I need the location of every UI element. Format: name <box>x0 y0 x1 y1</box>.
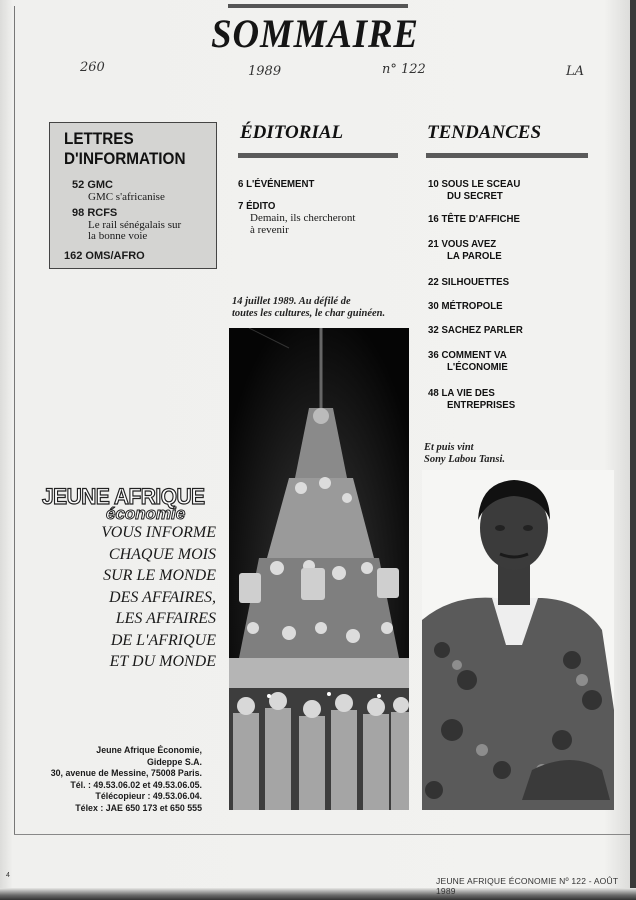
publisher-address <box>27 745 202 814</box>
toc-title-line2: ENTREPRISES <box>447 399 516 411</box>
page-edge-shadow <box>630 0 636 900</box>
address-line: Tél. : 49.53.06.02 et 49.53.06.05. <box>70 779 202 791</box>
newsletter-page: 52 <box>72 179 85 191</box>
newsletter-item <box>72 179 165 203</box>
promo-line: ET DU MONDE <box>109 653 216 670</box>
promo-line: SUR LE MONDE <box>103 567 216 584</box>
toc-title: LA VIE DES <box>441 387 495 399</box>
newsletters-heading <box>64 129 186 169</box>
running-footer: JEUNE AFRIQUE ÉCONOMIE Nº 122 - AOÛT 1989 <box>436 876 619 896</box>
toc-item <box>428 300 503 312</box>
toc-title: SILHOUETTES <box>441 276 510 288</box>
magazine-logo-sub: économie <box>106 504 186 523</box>
newsletter-page: 162 <box>64 250 83 262</box>
title-top-bar <box>228 4 408 8</box>
newsletters-heading-line2: D'INFORMATION <box>64 149 186 168</box>
toc-title-line2: LA PAROLE <box>447 250 502 262</box>
newsletter-title: OMS/AFRO <box>85 250 145 262</box>
address-line: Télécopieur : 49.53.06.04. <box>95 791 202 802</box>
toc-desc-line2: à revenir <box>250 224 289 236</box>
newsletter-item <box>64 250 145 262</box>
promo-line: LES AFFAIRES <box>115 610 216 627</box>
handwritten-year: 1989 <box>248 64 282 79</box>
toc-title: SOUS LE SCEAU <box>441 178 521 190</box>
promo-line: DES AFFAIRES, <box>109 588 216 606</box>
newsletter-title: GMC <box>87 179 113 191</box>
toc-item <box>428 349 507 361</box>
newsletter-page: 98 <box>72 207 85 219</box>
left-rule <box>14 6 15 834</box>
toc-item <box>428 276 509 288</box>
toc-item <box>238 178 314 190</box>
toc-title-line2: L'ÉCONOMIE <box>447 361 508 373</box>
newsletter-desc-line2: la bonne voie <box>88 230 148 242</box>
toc-item <box>428 213 520 225</box>
photo-caption-line2: toutes les cultures, le char guinéen. <box>232 308 386 319</box>
newsletters-box <box>49 122 217 269</box>
toc-title: COMMENT VA <box>441 349 507 361</box>
toc-item <box>428 387 495 399</box>
toc-item <box>428 238 496 250</box>
toc-title-line2: DU SECRET <box>447 190 503 202</box>
portrait-caption-line1: Et puis vint <box>424 442 474 453</box>
promo-line: CHAQUE MOIS <box>108 545 216 563</box>
newsletter-item <box>72 207 181 242</box>
toc-title: L'ÉVÉNEMENT <box>246 178 315 190</box>
toc-item <box>428 178 520 190</box>
portrait-caption-line2: Sony Labou Tansi. <box>424 454 506 465</box>
toc-page: 22 <box>428 276 439 288</box>
photo-caption-line1: 14 juillet 1989. Au défilé de <box>232 296 351 307</box>
toc-item <box>428 324 523 336</box>
toc-page: 7 <box>238 200 244 212</box>
tendances-heading: TENDANCES <box>427 122 542 143</box>
toc-page: 36 <box>428 349 439 361</box>
toc-title: ÉDITO <box>246 200 276 212</box>
editorial-bar <box>238 153 398 158</box>
toc-page: 30 <box>428 300 439 312</box>
address-line: Gideppe S.A. <box>147 756 202 768</box>
magazine-logo: JEUNE AFRIQUE <box>42 484 205 509</box>
promo-text <box>82 522 216 673</box>
address-line: Télex : JAE 650 173 et 650 555 <box>75 802 202 814</box>
toc-item <box>238 200 275 212</box>
bottom-rule <box>14 834 634 835</box>
promo-line: VOUS INFORME <box>101 524 216 541</box>
toc-title: MÉTROPOLE <box>441 300 503 312</box>
page-title: SOMMAIRE <box>211 11 419 56</box>
page-number: 4 <box>6 872 10 879</box>
toc-page: 16 <box>428 213 439 225</box>
newsletter-desc-line1: Le rail sénégalais sur <box>88 219 182 231</box>
toc-title: VOUS AVEZ <box>441 238 497 250</box>
toc-page: 32 <box>428 324 439 336</box>
newsletter-desc: GMC s'africanise <box>88 191 165 203</box>
newsletters-heading-line1: LETTRES <box>64 129 134 148</box>
editorial-heading: ÉDITORIAL <box>240 122 344 143</box>
toc-page: 10 <box>428 178 439 190</box>
address-line: 30, avenue de Messine, 75008 Paris. <box>50 768 202 779</box>
parade-float-photo <box>229 328 409 810</box>
address-line: Jeune Afrique Économie, <box>96 745 202 756</box>
toc-page: 48 <box>428 387 439 399</box>
toc-desc-line1: Demain, ils chercheront <box>250 212 356 224</box>
handwritten-number: 260 <box>80 60 105 75</box>
toc-page: 6 <box>238 178 244 190</box>
handwritten-issue: n° 122 <box>382 62 426 77</box>
toc-title: SACHEZ PARLER <box>441 324 523 336</box>
portrait-photo <box>422 470 614 810</box>
tendances-bar <box>426 153 588 158</box>
handwritten-initials: LA <box>566 64 585 79</box>
promo-line: DE L'AFRIQUE <box>110 631 216 649</box>
newsletter-title: RCFS <box>87 207 118 219</box>
toc-title: TÊTE D'AFFICHE <box>441 213 520 225</box>
toc-page: 21 <box>428 238 439 250</box>
